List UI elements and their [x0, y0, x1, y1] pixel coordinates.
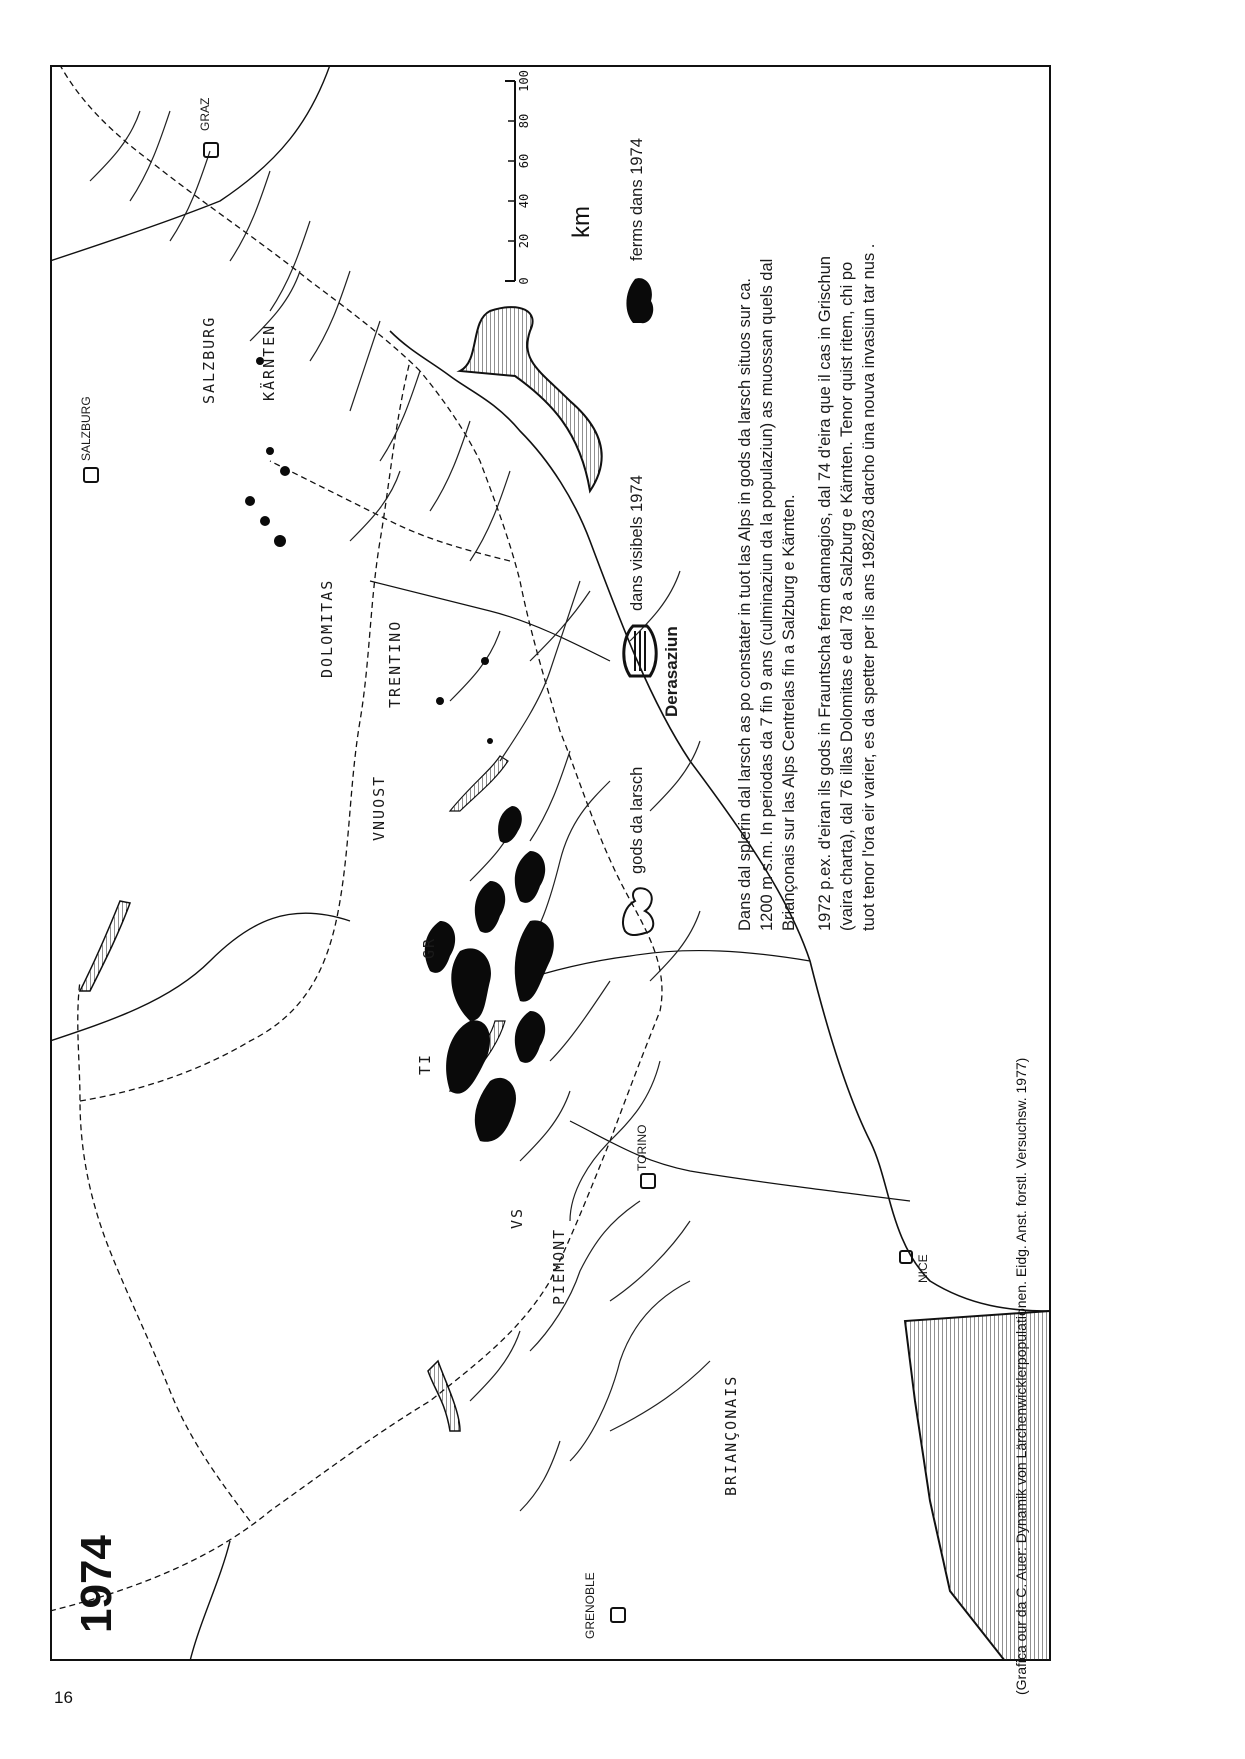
region-label: GR — [420, 936, 438, 959]
lake-constance — [80, 901, 130, 991]
scale-tick: 100 — [517, 70, 531, 92]
city-marker-icon — [83, 467, 99, 483]
region-label: TI — [416, 1052, 434, 1075]
rotated-map-sheet — [50, 65, 1051, 1661]
city-marker-icon — [610, 1607, 626, 1623]
border-south — [50, 371, 662, 1611]
city-marker-icon — [640, 1173, 656, 1189]
map-border — [51, 66, 1050, 1660]
lake-geneva — [428, 1361, 460, 1431]
city-label: SALZBURG — [79, 396, 93, 461]
region-label: PIEMONT — [550, 1227, 568, 1305]
city-label: NICE — [916, 1254, 930, 1283]
page-number: 16 — [54, 1688, 73, 1707]
scale-tick: 80 — [517, 113, 531, 129]
source-caption: (Grafica our da C. Auer: Dynamik von Lärchenwicklerpopulationen. Eidg. Anst. forstl. Versuchsw. 1977) — [1013, 1057, 1029, 1695]
city-label: GRAZ — [198, 97, 212, 131]
frontier-ne — [50, 65, 330, 261]
region-label: SALZBURG — [200, 315, 218, 404]
description-line: tuot tenor l'ora eir varier, es da spetter per ils ans 1982/83 darcho üna nouva invasiun tar nus . — [860, 243, 878, 931]
city-marker-icon — [899, 1250, 913, 1264]
description-line: 1200 m s.m. In periodas da 7 fin 9 ans (culminaziun da la populaziun) as muossan quels dal — [758, 258, 776, 931]
scale-tick: 40 — [517, 193, 531, 209]
legend-label: ferms dans 1974 — [628, 138, 646, 261]
border-north — [80, 361, 410, 1101]
scale-unit: km — [568, 206, 595, 238]
description-line: (vaira charta), dal 76 illas Dolomitas e dal 78 a Salzburg e Kärnten. Tenor quist ritem, chi po — [838, 261, 856, 931]
scale-tick: 20 — [517, 233, 531, 249]
border-east — [60, 65, 420, 371]
river-left — [570, 1121, 910, 1201]
region-label: KÄRNTEN — [260, 323, 278, 401]
legend-label: dans visibels 1974 — [628, 475, 646, 611]
legend-label: gods da larsch — [628, 766, 646, 874]
region-label: DOLOMITAS — [318, 578, 336, 678]
city-marker-icon — [203, 142, 219, 158]
legend-title: Derasaziun — [662, 626, 681, 717]
city-label: GRENOBLE — [583, 1572, 597, 1639]
region-label: VS — [508, 1206, 526, 1229]
description-line: 1972 p.ex. d'eiran ils gods in Frauntscha ferm dannagios, dal 74 d'eira que il cas in Grischun — [816, 256, 834, 931]
description-line: Briançonais sur las Alps Centrelas fin a Salzburg e Kärnten. — [780, 494, 798, 931]
lake-garda — [450, 756, 508, 811]
scale-tick: 60 — [517, 153, 531, 169]
region-label: VNUOST — [370, 774, 388, 841]
description-line: Dans dal splerin dal larsch as po constater in tuot las Alps in gods da larsch situos sur ca. — [736, 277, 754, 931]
map-frame — [50, 65, 1051, 1661]
map-year-title: 1974 — [72, 1535, 121, 1633]
scale-bar — [480, 51, 520, 291]
city-label: TORINO — [635, 1124, 649, 1171]
po-river-and-coast — [390, 331, 1050, 1311]
heavy-damage-icon — [615, 271, 665, 331]
region-label: BRIANÇONAIS — [722, 1374, 740, 1496]
border-west — [78, 981, 250, 1521]
forest-outline-icon — [615, 881, 665, 941]
scale-tick: 0 — [517, 277, 531, 285]
visible-damage-icon — [615, 621, 665, 681]
river-right — [370, 581, 610, 661]
region-label: TRENTINO — [386, 619, 404, 708]
